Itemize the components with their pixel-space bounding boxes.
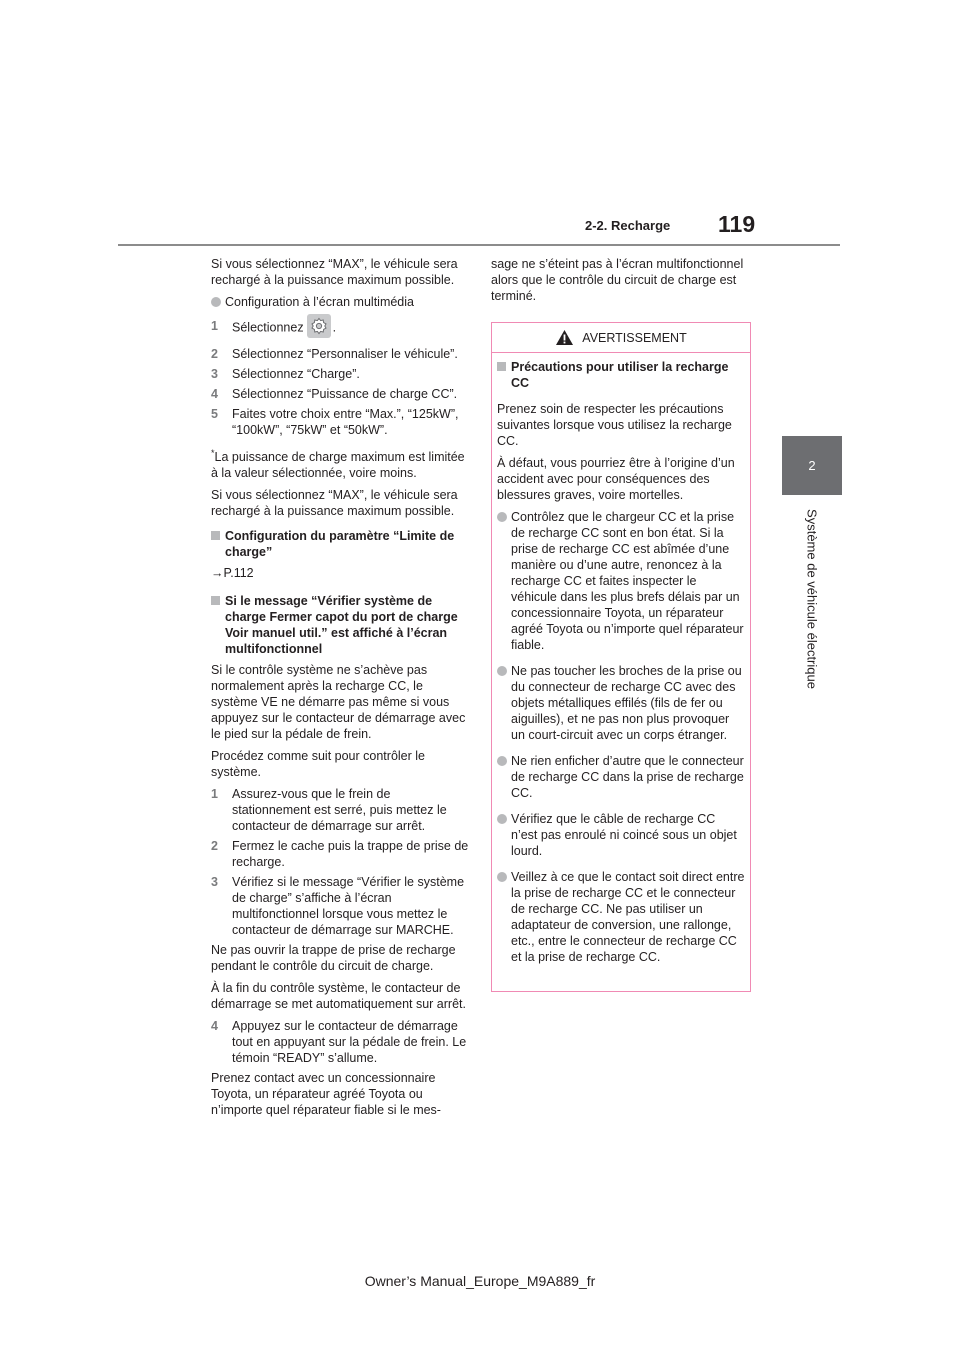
paragraph: À défaut, vous pourriez être à l’origine d’un accident avec pour conséquences des blessures graves, voire mortelles. [497,456,735,502]
bullet-dot-icon [497,756,507,766]
step-number: 4 [211,387,218,401]
bullet-text: Contrôlez que le chargeur CC et la prise de recharge CC sont en bon état. Si la prise de recharge CC est abîmée d’une manière ou d’une autre, renoncez à la recharge CC et faites inspecter le véhicule dans les plus brefs délais par un concessionnaire Toyota, un réparateur agréé Toyota ou n’importe quel réparateur fiable. [511,510,744,652]
step-text: Sélectionnez “Charge”. [232,367,360,381]
section-title: 2-2. Recharge [585,218,671,233]
bullet-dot-icon [211,297,221,307]
page-number: 119 [718,211,756,237]
subsection-heading [211,593,469,657]
right-column [491,256,751,310]
step-text-pre: Sélectionnez [232,320,304,335]
warning-heading [497,359,745,391]
warning-box [491,322,751,992]
square-bullet-icon [211,531,220,540]
warning-bullet [497,509,745,653]
step-number: 1 [211,787,218,802]
step-number: 3 [211,875,218,890]
step-text: Fermez le cache puis la trappe de prise de recharge. [232,839,469,870]
bullet-dot-icon [497,666,507,676]
step-number: 1 [211,319,218,333]
chapter-tab: 2 [782,436,842,495]
warning-header [492,323,750,353]
paragraph: Prenez contact avec un concessionnaire Toyota, un réparateur agréé Toyota ou n’importe quel réparateur fiable si le mes- [211,1071,441,1118]
bullet-text: Ne rien enficher d’autre que le connecteur de recharge CC dans la prise de recharge CC. [511,754,744,800]
step-number: 4 [211,1019,218,1034]
step-text-post: . [332,320,337,335]
bullet-text: Veillez à ce que le contact soit direct entre la prise de recharge CC et le connecteur de recharge CC. Ne pas utiliser un adaptateur de conversion, une rallonge, etc., entre le connecteur de recharge CC et la prise de recharge CC. [511,870,745,964]
square-bullet-icon [497,362,506,371]
warning-bullet [497,869,745,965]
paragraph: Procédez comme suit pour contrôler le système. [211,749,425,780]
step-item [211,386,469,402]
bullet-dot-icon [497,512,507,522]
step-item [211,838,469,870]
footnote-text: La puissance de charge maximum est limitée à la valeur sélectionnée, voire moins. [211,450,465,481]
step-text: Appuyez sur le contacteur de démarrage tout en appuyant sur la pédale de frein. Le témoin “READY” s’allume. [232,1019,467,1066]
step-item [211,346,469,362]
warning-bullet [497,811,745,859]
step-number: 5 [211,407,218,421]
heading-text: Si le message “Vérifier système de charge Fermer capot du port de charge Voir manuel util.” est affiché à l’écran multifonctionnel [225,594,458,657]
step-item [211,874,469,938]
step-text [232,318,336,338]
step-item [211,366,469,382]
paragraph: Prenez soin de respecter les précautions suivantes lorsque vous utilisez la recharge CC. [497,402,732,448]
heading-text: Configuration du paramètre “Limite de charge” [225,529,455,560]
settings-gear-icon [307,314,331,338]
paragraph: Si le contrôle système ne s’achève pas normalement après la recharge CC, le système VE ne démarre pas même si vous appuyez sur le contacteur de démarrage avec le pied sur la pédale de frein. [211,663,466,742]
step-text: Vérifiez si le message “Vérifier le système de charge” s’affiche à l’écran multifonctionnel lorsque vous mettez le contacteur de démarrage sur MARCHE. [232,875,465,938]
warning-triangle-icon [555,329,574,346]
bullet-text: Ne pas toucher les broches de la prise ou du connecteur de recharge CC avec des objets métalliques effilés (fils de fer ou aiguilles), et ne pas non plus provoquer un court-circuit avec un corps étranger. [511,664,742,742]
left-column [211,256,469,1124]
step-item [211,318,469,338]
step-item [211,786,469,834]
bullet-text: Vérifiez que le câble de recharge CC n’est pas enroulé ni coincé sous un objet lourd. [511,812,737,858]
footnote-star: * [211,448,215,458]
header-divider [118,244,840,246]
step-text: Faites votre choix entre “Max.”, “125kW”, “100kW”, “75kW” et “50kW”. [232,407,459,437]
warning-body [492,353,750,965]
step-item [211,406,469,438]
chapter-label: Système de véhicule électrique [804,509,820,689]
chapter-label-wrap [782,504,842,694]
square-bullet-icon [211,596,220,605]
warning-title: AVERTISSEMENT [582,330,687,345]
subsection-heading [211,528,469,560]
footnote [211,445,469,481]
step-number: 2 [211,347,218,361]
heading-text: Précautions pour utiliser la recharge CC [511,360,729,390]
paragraph: Si vous sélectionnez “MAX”, le véhicule sera rechargé à la puissance maximum possible. [211,488,458,519]
warning-bullet [497,753,745,801]
paragraph: Si vous sélectionnez “MAX”, le véhicule sera rechargé à la puissance maximum possible. [211,257,458,287]
page-reference: →P.112 [211,566,254,581]
bullet-item [211,294,469,310]
step-text: Sélectionnez “Puissance de charge CC”. [232,387,458,401]
step-number: 3 [211,367,218,381]
bullet-dot-icon [497,814,507,824]
paragraph: sage ne s’éteint pas à l’écran multifonctionnel alors que le contrôle du circuit de charge est terminé. [491,257,744,303]
step-item [211,1018,469,1066]
paragraph: À la fin du contrôle système, le contacteur de démarrage se met automatiquement sur arrêt. [211,981,466,1012]
step-number: 2 [211,839,218,854]
bullet-dot-icon [497,872,507,882]
paragraph: Ne pas ouvrir la trappe de prise de recharge pendant le contrôle du circuit de charge. [211,943,456,974]
document-footer: Owner’s Manual_Europe_M9A889_fr [364,1273,596,1289]
warning-bullet [497,663,745,743]
bullet-text: Configuration à l’écran multimédia [225,295,414,309]
step-text: Assurez-vous que le frein de stationnement est serré, puis mettez le contacteur de démarrage sur arrêt. [232,787,447,834]
step-text: Sélectionnez “Personnaliser le véhicule”. [232,347,458,361]
